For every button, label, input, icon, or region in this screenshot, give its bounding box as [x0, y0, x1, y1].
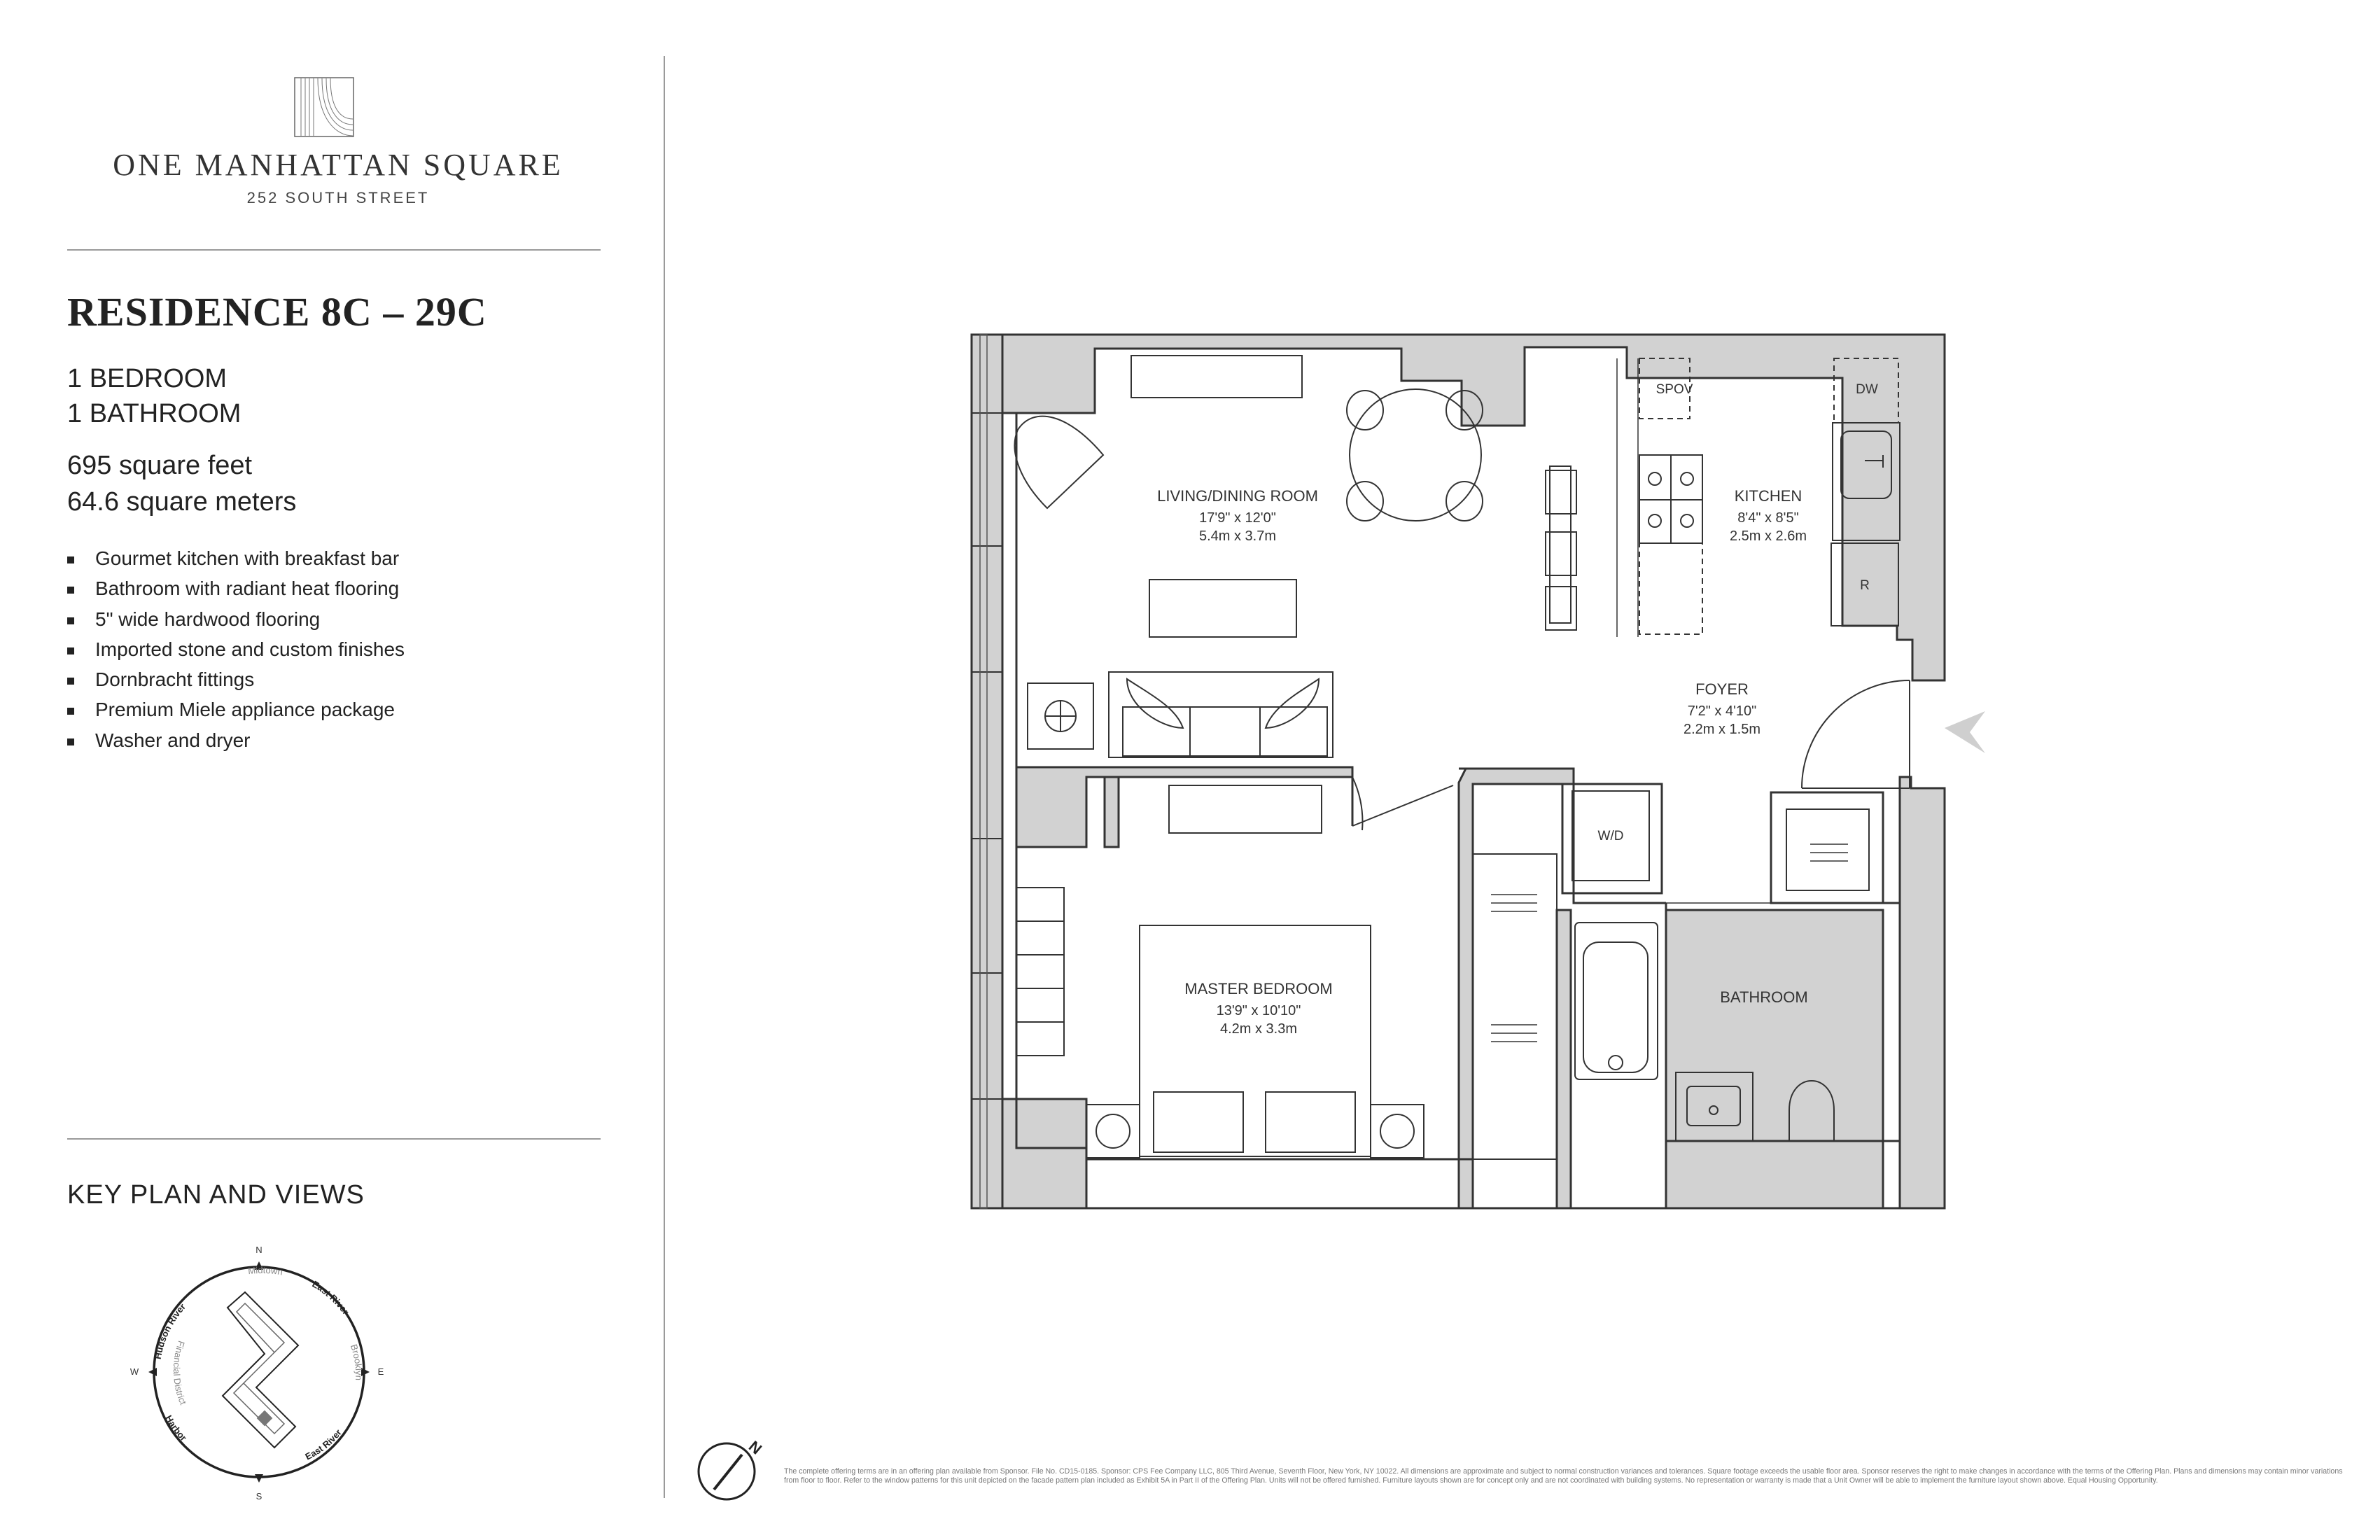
compass-w: W [130, 1366, 139, 1377]
svg-text:N: N [745, 1437, 766, 1458]
residence-title: RESIDENCE 8C – 29C [67, 289, 487, 335]
compass-e: E [377, 1366, 384, 1377]
breakfast-bar [1550, 466, 1571, 623]
coat-closet [1786, 809, 1869, 890]
bathroom-count: 1 BATHROOM [67, 399, 241, 428]
feature-item: Washer and dryer [67, 729, 405, 760]
foyer-dim-metric: 2.2m x 1.5m [1683, 722, 1761, 737]
bedroom-dim-imperial: 13'9" x 10'10" [1216, 1003, 1301, 1018]
living-room-name: LIVING/DINING ROOM [1157, 487, 1318, 505]
north-arrow-icon [693, 1428, 770, 1505]
living-room-dim-metric: 5.4m x 3.7m [1198, 528, 1277, 544]
foyer-name: FOYER [1695, 680, 1749, 698]
view-label: Hudson River [152, 1301, 188, 1360]
living-room-dim-imperial: 17'9" x 12'0" [1199, 510, 1276, 526]
view-label: Financial District [171, 1339, 189, 1406]
bedroom-dim-metric: 4.2m x 3.3m [1219, 1021, 1298, 1037]
entry-arrow-icon [1945, 711, 1985, 753]
legal-disclaimer: The complete offering terms are in an offering plan available from Sponsor. File No. CD15-0185. Sponsor: CPS Fee Company LLC, 805 Third Avenue, Seventh Floor, New York, NY 10022. All dimensions are approximate and subject to normal construction variances and tolerances. Square footage exceeds the usable floor area. Sponsor reserves the right to make changes in accordance with the terms of the Offering Plan. Plans and dimensions may contain minor variations from floor to floor. Refer to the window patterns for this unit depicted on the facade pattern plan included as Exhibit 5A in Part II of the Offering Plan. Units will not be offered furnished. Furniture layouts shown are for concept only and are not coordinated with building systems. No representation or warranty is made that a Unit Owner will be able to implement the furniture layout shown above. Equal Housing Opportunity. [784, 1467, 2343, 1485]
bed [1140, 925, 1371, 1156]
compass-s: S [255, 1491, 262, 1502]
view-label: East River [310, 1278, 351, 1317]
feature-item: 5" wide hardwood flooring [67, 608, 405, 638]
bedroom-name: MASTER BEDROOM [1184, 980, 1333, 997]
speed-oven-label: SPOV [1656, 382, 1693, 397]
bedroom-furniture [1016, 785, 1557, 1159]
brand-address: 252 SOUTH STREET [246, 189, 430, 206]
bedroom-count: 1 BEDROOM [67, 364, 227, 393]
washer-dryer-label: W/D [1597, 829, 1624, 844]
living-furniture [1015, 356, 1483, 757]
square-feet: 695 square feet [67, 451, 253, 480]
feature-item: Dornbracht fittings [67, 668, 405, 699]
dishwasher-label: DW [1856, 382, 1878, 397]
feature-item: Premium Miele appliance package [67, 699, 405, 729]
feature-item: Gourmet kitchen with breakfast bar [67, 547, 405, 578]
dresser [1169, 785, 1322, 833]
media-console [1131, 356, 1302, 398]
door-bedroom-icon [1352, 777, 1453, 830]
bathroom-name: BATHROOM [1720, 988, 1808, 1006]
refrigerator-label: R [1860, 578, 1870, 593]
bench [1016, 888, 1064, 1056]
foyer-dim-imperial: 7'2" x 4'10" [1687, 704, 1757, 719]
kitchen-dim-imperial: 8'4" x 8'5" [1737, 510, 1799, 526]
view-label: East River [303, 1427, 344, 1462]
entry-door-icon [1802, 680, 1910, 788]
brand-name: ONE MANHATTAN SQUARE [113, 148, 564, 182]
view-label: Midtown [247, 1264, 284, 1278]
view-label: Harbor [163, 1413, 189, 1443]
kitchen-name: KITCHEN [1734, 487, 1802, 505]
square-meters: 64.6 square meters [67, 487, 297, 517]
lounge-chair [1015, 416, 1103, 508]
view-label: Brooklyn [348, 1343, 365, 1381]
compass-n: N [255, 1245, 262, 1255]
coffee-table [1149, 580, 1296, 637]
closet [1473, 854, 1557, 1159]
walls [972, 335, 1945, 1208]
column-divider [664, 56, 665, 1498]
key-plan-title: KEY PLAN AND VIEWS [67, 1180, 365, 1210]
feature-item: Imported stone and custom finishes [67, 638, 405, 668]
dining-table [1350, 389, 1481, 521]
kitchen-dim-metric: 2.5m x 2.6m [1729, 528, 1807, 544]
feature-item: Bathroom with radiant heat flooring [67, 578, 405, 608]
